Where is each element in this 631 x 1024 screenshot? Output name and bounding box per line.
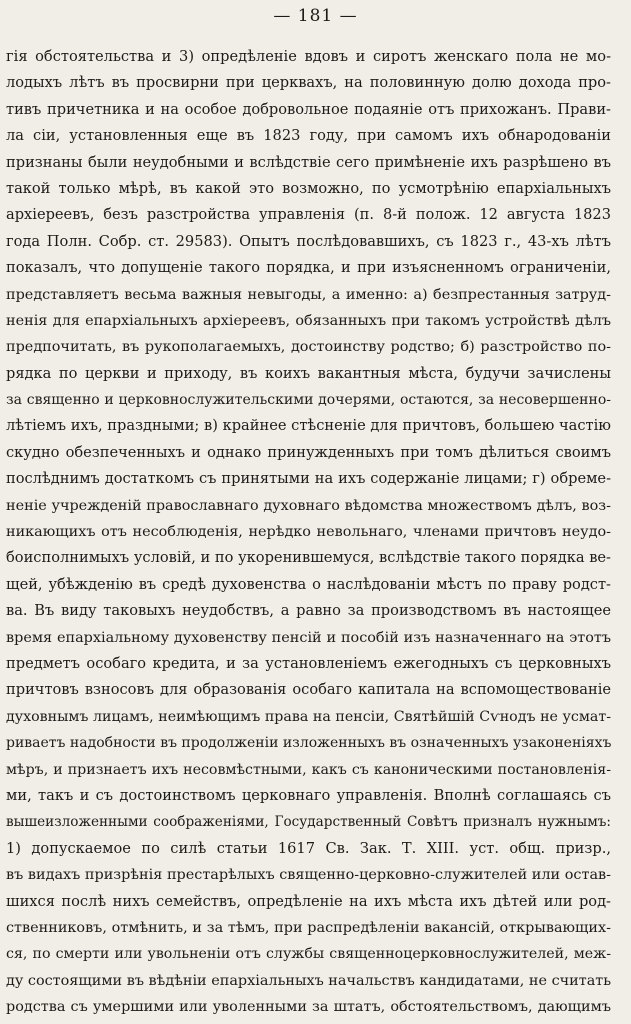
text-line: послѣднимъ достаткомъ съ принятыми на ихъ содержаніе лицами; г) обреме-	[6, 470, 611, 488]
text-line: ми, такъ и съ достоинствомъ церковнаго управленія. Вполнѣ соглашаясь съ	[6, 786, 611, 804]
text-line: духовнымъ лицамъ, неимѣющимъ права на пенсіи, Святѣйшій Сѵнодъ не усмат-	[6, 708, 611, 725]
text-line: года Полн. Собр. ст. 29583). Опытъ послѣдовавшихъ, съ 1823 г., 43-хъ лѣтъ	[6, 232, 611, 250]
text-line: въ видахъ призрѣнія престарѣлыхъ священно-церковно-служителей или остав-	[6, 867, 611, 884]
text-line: архіереевъ, безъ разстройства управленія (п. 8-й полож. 12 августа 1823	[6, 206, 611, 224]
text-line: 1) допускаемое по силѣ статьи 1617 Св. Зак. Т. XIII. уст. общ. призр.,	[6, 839, 611, 857]
text-line: гія обстоятельства и 3) опредѣленіе вдовъ и сиротъ женскаго пола не мо-	[6, 48, 611, 65]
text-line: ственниковъ, отмѣнить, и за тѣмъ, при распредѣленіи вакансій, открывающих-	[6, 919, 611, 936]
text-line: предпочитать, въ рукополагаемыхъ, достоинству родство; б) разстройство по-	[6, 339, 611, 356]
text-line: признаны были неудобными и вслѣдствіе сего примѣненіе ихъ разрѣшено въ	[6, 153, 611, 171]
page-number: — 181 —	[273, 6, 358, 26]
text-line: ненія для епархіальныхъ архіереевъ, обязанныхъ при такомъ устройствѣ дѣлъ	[6, 312, 611, 329]
text-line: такой только мѣрѣ, въ какой это возможно, по усмотрѣнію епархіальныхъ	[6, 179, 611, 197]
text-line: шихся послѣ нихъ семействъ, опредѣленіе на ихъ мѣста ихъ дѣтей или род-	[6, 892, 611, 910]
text-line: ва. Въ виду таковыхъ неудобствъ, а равно за производствомъ въ настоящее	[6, 602, 611, 620]
text-line: ду состоящими въ вѣдѣніи епархіальныхъ начальствъ кандидатами, не считать	[6, 972, 611, 989]
text-line: за священно и церковнослужительскими дочерями, остаются, за несовершенно-	[6, 392, 611, 409]
text-line: рядка по церкви и приходу, въ коихъ вакантныя мѣста, будучи зачислены	[6, 364, 611, 382]
text-line: неніе учрежденій православнаго духовнаго вѣдомства множествомъ дѣлъ, воз-	[6, 497, 611, 514]
text-line: тивъ причетника и на особое добровольное подаяніе отъ прихожанъ. Прави-	[6, 100, 611, 118]
text-line: щей, убѣжденію въ средѣ духовенства о наслѣдованіи мѣстъ по праву родст-	[6, 575, 611, 593]
text-line: ла сіи, установленныя еще въ 1823 году, при самомъ ихъ обнародованіи	[6, 127, 611, 145]
body-text	[6, 44, 611, 1020]
text-line: лодыхъ лѣтъ въ просвирни при церквахъ, на половинную долю дохода про-	[6, 74, 611, 92]
text-line: боисполнимыхъ условій, и по укоренившемуся, вслѣдствіе такого порядка ве-	[6, 549, 611, 567]
text-line: причтовъ взносовъ для образованія особаго капитала на вспомоществованіе	[6, 681, 611, 699]
text-line: родства съ умершими или уволенными за штатъ, обстоятельствомъ, дающимъ	[6, 999, 611, 1016]
text-line: ся, по смерти или увольненіи отъ службы священноцерковнослужителей, меж-	[6, 946, 611, 963]
text-line: вышеизложенными соображеніями, Государственный Совѣтъ призналъ нужнымъ:	[6, 814, 611, 831]
text-line: никающихъ отъ несоблюденія, нерѣдко невольнаго, членами причтовъ неудо-	[6, 524, 611, 541]
text-line: время епархіальному духовенству пенсій и пособій изъ назначеннаго на этотъ	[6, 629, 611, 646]
text-line: предметъ особаго кредита, и за установленіемъ ежегодныхъ съ церковныхъ	[6, 654, 611, 672]
text-line: мѣръ, и признаетъ ихъ несовмѣстными, какъ съ каноническими постановленія-	[6, 761, 611, 778]
text-line: представляетъ весьма важныя невыгоды, а именно: а) безпрестанныя затруд-	[6, 286, 611, 303]
text-line: риваетъ надобности въ продолженіи изложенныхъ въ означенныхъ узаконеніяхъ	[6, 735, 611, 752]
text-line: скудно обезпеченныхъ и однако принужденныхъ при томъ дѣлиться своимъ	[6, 443, 611, 461]
text-line: лѣтіемъ ихъ, праздными; в) крайнее стѣсненіе для причтовъ, большею частію	[6, 417, 611, 435]
text-line: показалъ, что допущеніе такого порядка, и при изъясненномъ ограниченіи,	[6, 259, 611, 277]
